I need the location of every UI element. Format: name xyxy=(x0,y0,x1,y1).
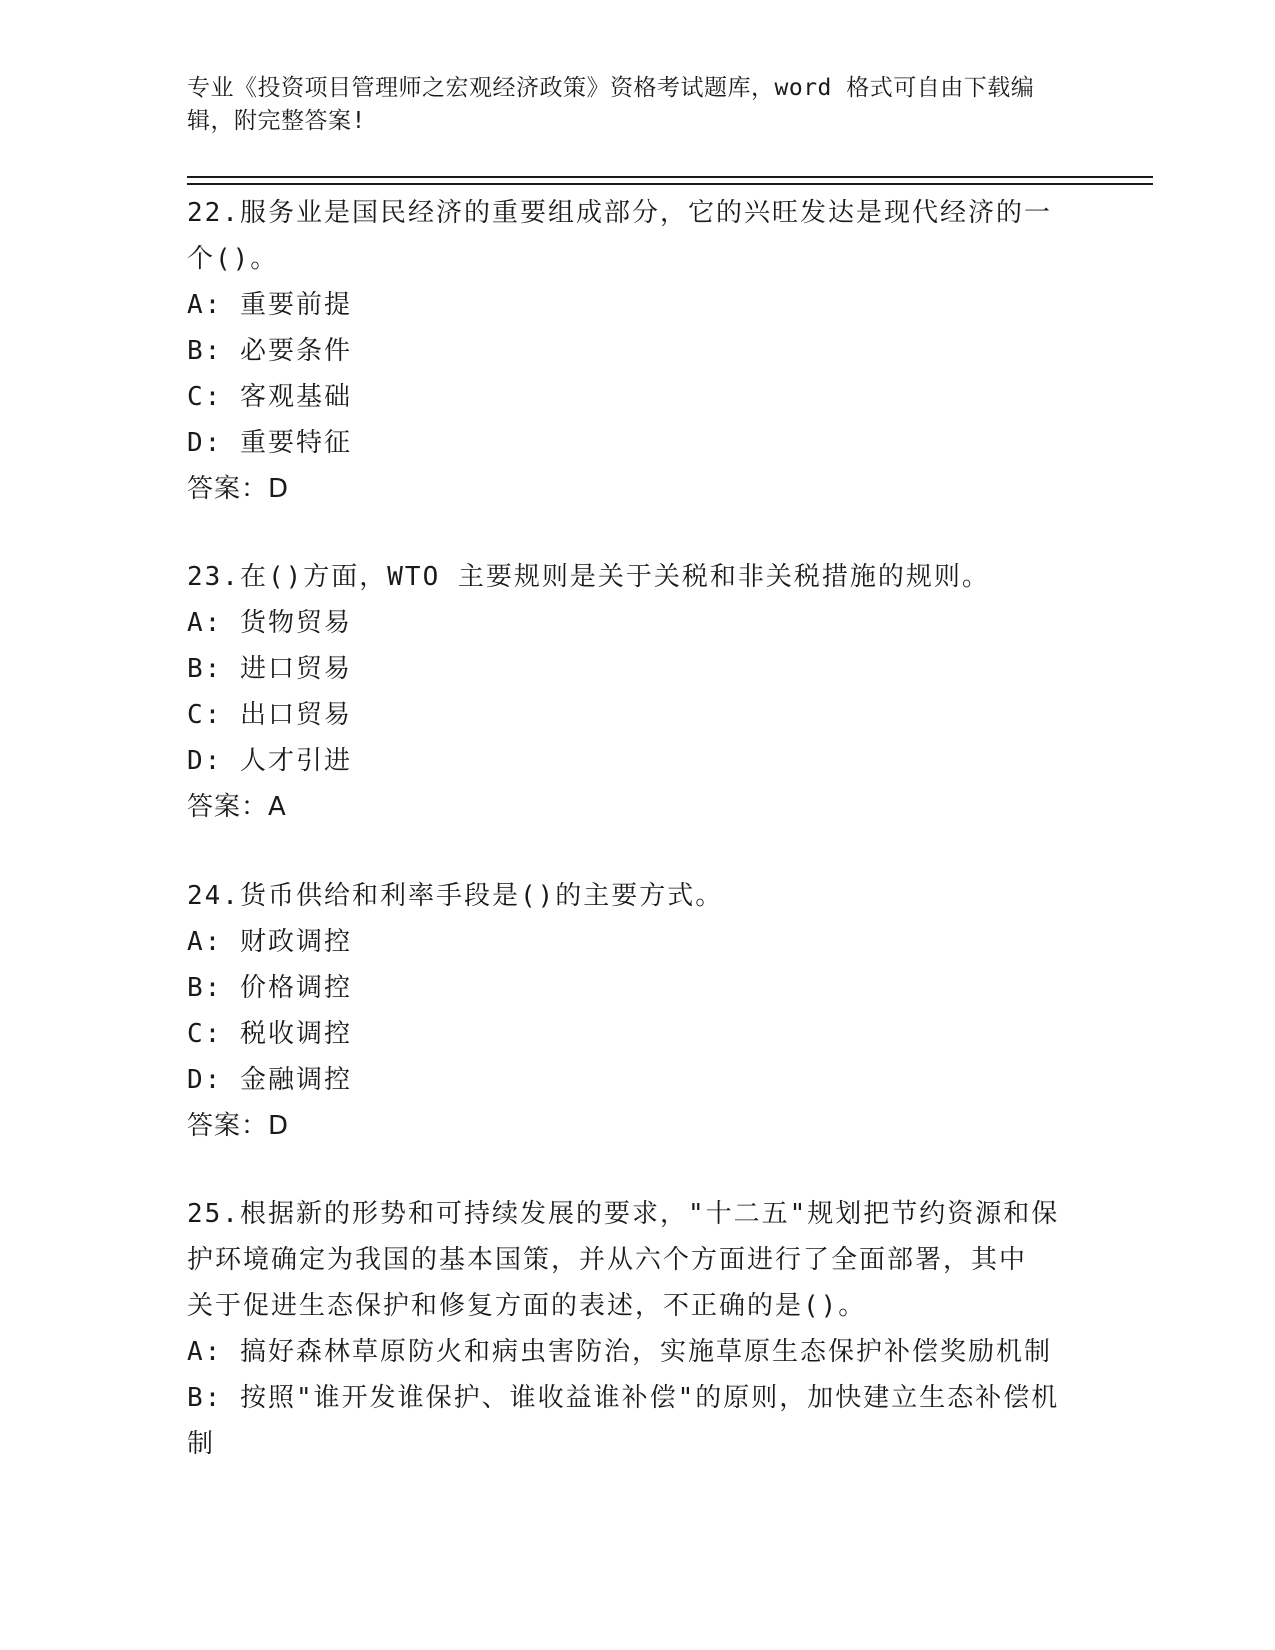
question-stem-line: 关于促进生态保护和修复方面的表述，不正确的是()。 xyxy=(187,1291,867,1321)
option-a: A: 重要前提 xyxy=(187,290,352,320)
option-d: D: 金融调控 xyxy=(187,1065,352,1095)
header-divider-bottom xyxy=(187,183,1153,185)
option-a: A: 货物贸易 xyxy=(187,608,352,638)
option-b: B: 按照"谁开发谁保护、谁收益谁补偿"的原则，加快建立生态补偿机 xyxy=(187,1383,1060,1413)
answer-line: 答案：D xyxy=(187,1111,290,1141)
answer-line: 答案：A xyxy=(187,792,287,822)
question-24 xyxy=(187,873,1067,1149)
header-divider-top xyxy=(187,176,1153,178)
question-23 xyxy=(187,554,1067,830)
header-line-2: 辑，附完整答案! xyxy=(187,108,366,134)
answer-value: D xyxy=(268,1111,290,1141)
option-c: C: 税收调控 xyxy=(187,1019,352,1049)
question-stem-line: 23.在()方面，WTO 主要规则是关于关税和非关税措施的规则。 xyxy=(187,562,990,592)
option-a: A: 财政调控 xyxy=(187,927,352,957)
answer-value: A xyxy=(268,792,287,822)
answer-value: D xyxy=(268,474,290,504)
option-d: D: 重要特征 xyxy=(187,428,352,458)
option-b-continued: 制 xyxy=(187,1429,216,1459)
option-c: C: 出口贸易 xyxy=(187,700,352,730)
question-stem-line: 25.根据新的形势和可持续发展的要求，"十二五"规划把节约资源和保 xyxy=(187,1199,1060,1229)
question-25 xyxy=(187,1191,1067,1467)
document-header xyxy=(187,72,1067,138)
option-c: C: 客观基础 xyxy=(187,382,352,412)
option-b: B: 进口贸易 xyxy=(187,654,352,684)
question-stem-line: 护环境确定为我国的基本国策，并从六个方面进行了全面部署，其中 xyxy=(187,1245,1028,1275)
option-d: D: 人才引进 xyxy=(187,746,352,776)
option-b: B: 价格调控 xyxy=(187,973,352,1003)
option-b: B: 必要条件 xyxy=(187,336,352,366)
header-line-1: 专业《投资项目管理师之宏观经济政策》资格考试题库，word 格式可自由下载编 xyxy=(187,75,1035,101)
question-stem-line: 24.货币供给和利率手段是()的主要方式。 xyxy=(187,881,724,911)
question-stem-line: 22.服务业是国民经济的重要组成部分，它的兴旺发达是现代经济的一 xyxy=(187,198,1052,228)
answer-line: 答案：D xyxy=(187,474,290,504)
option-a: A: 搞好森林草原防火和病虫害防治，实施草原生态保护补偿奖励机制 xyxy=(187,1337,1052,1367)
question-22 xyxy=(187,190,1067,512)
question-stem-line: 个()。 xyxy=(187,244,279,274)
